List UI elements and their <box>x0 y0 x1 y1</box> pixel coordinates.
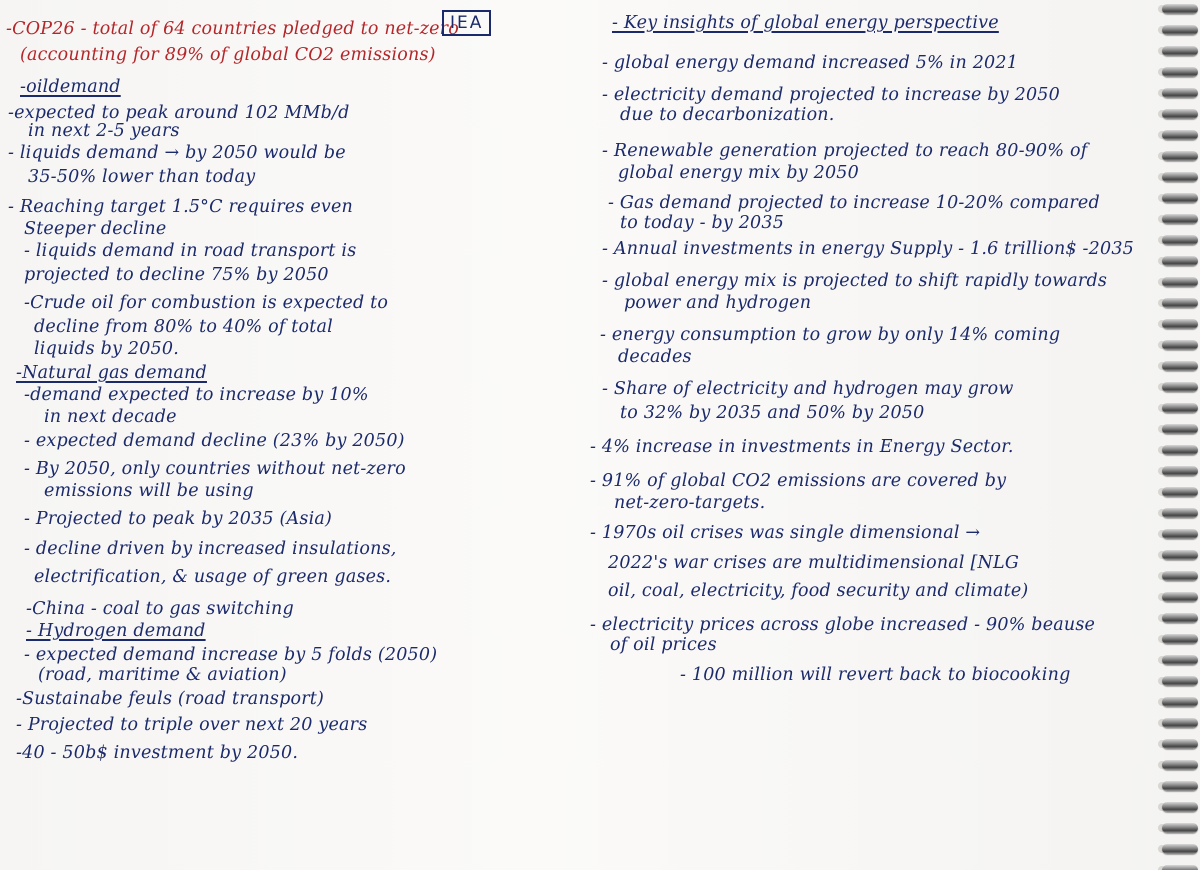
cop26-line-2: (accounting for 89% of global CO2 emissions) <box>20 45 436 65</box>
spiral-coil <box>1162 529 1198 539</box>
note-line: -Crude oil for combustion is expected to <box>24 293 389 313</box>
note-line: net-zero-targets. <box>614 493 766 513</box>
note-line: -China - coal to gas switching <box>26 599 294 619</box>
note-line: - electricity demand projected to increase by 2050 <box>602 85 1060 105</box>
note-line: - 4% increase in investments in Energy Sector. <box>590 437 1014 457</box>
spiral-coil <box>1162 592 1198 602</box>
note-line: -40 - 50b$ investment by 2050. <box>16 743 299 763</box>
spiral-binding <box>1155 0 1200 870</box>
spiral-coil <box>1162 298 1198 308</box>
spiral-coil <box>1162 718 1198 728</box>
note-line: - Reaching target 1.5°C requires even <box>8 197 353 217</box>
note-line: - electricity prices across globe increased - 90% beause <box>590 615 1096 635</box>
right-column <box>590 0 1155 870</box>
note-line: -expected to peak around 102 MMb/d <box>8 103 350 123</box>
note-line: due to decarbonization. <box>620 105 835 125</box>
note-line: - Annual investments in energy Supply - 1.6 trillion$ -2035 <box>602 239 1134 259</box>
spiral-coil <box>1162 319 1198 329</box>
note-line: emissions will be using <box>44 481 254 501</box>
spiral-coil <box>1162 340 1198 350</box>
note-line: power and hydrogen <box>624 293 812 313</box>
spiral-coil <box>1162 382 1198 392</box>
note-line: 2022's war crises are multidimensional [NLG <box>608 553 1020 573</box>
spiral-coil <box>1162 151 1198 161</box>
natural-gas-heading: -Natural gas demand <box>16 363 207 383</box>
spiral-coil <box>1162 634 1198 644</box>
note-line: - By 2050, only countries without net-zero <box>24 459 406 479</box>
spiral-coil <box>1162 109 1198 119</box>
note-line: in next 2-5 years <box>28 121 180 141</box>
spiral-coil <box>1162 844 1198 854</box>
note-line: global energy mix by 2050 <box>618 163 859 183</box>
spiral-coil <box>1162 361 1198 371</box>
iea-label: IEA <box>442 10 491 36</box>
note-line: in next decade <box>44 407 177 427</box>
note-line: - global energy mix is projected to shift rapidly towards <box>602 271 1108 291</box>
note-line: - 1970s oil crises was single dimensional → <box>590 523 981 543</box>
spiral-coil <box>1162 823 1198 833</box>
hydrogen-heading: - Hydrogen demand <box>26 621 206 641</box>
note-line: - liquids demand → by 2050 would be <box>8 143 346 163</box>
note-line: electrification, & usage of green gases. <box>34 567 392 587</box>
spiral-coil <box>1162 67 1198 77</box>
note-line: to today - by 2035 <box>620 213 785 233</box>
note-line: oil, coal, electricity, food security and climate) <box>608 581 1029 601</box>
spiral-coil <box>1162 130 1198 140</box>
spiral-coil <box>1162 487 1198 497</box>
spiral-coil <box>1162 739 1198 749</box>
note-line: - expected demand increase by 5 folds (2050) <box>24 645 438 665</box>
note-line: - decline driven by increased insulations, <box>24 539 397 559</box>
note-line: to 32% by 2035 and 50% by 2050 <box>620 403 925 423</box>
key-insights-heading: - Key insights of global energy perspective <box>612 13 999 33</box>
spiral-coil <box>1162 256 1198 266</box>
sustainable-fuels-heading: -Sustainabe feuls (road transport) <box>16 689 325 709</box>
spiral-coil <box>1162 88 1198 98</box>
note-line: - Share of electricity and hydrogen may grow <box>602 379 1014 399</box>
spiral-coil <box>1162 676 1198 686</box>
note-line: projected to decline 75% by 2050 <box>24 265 329 285</box>
note-line: - liquids demand in road transport is <box>24 241 357 261</box>
note-line: -demand expected to increase by 10% <box>24 385 369 405</box>
note-line: - Projected to triple over next 20 years <box>16 715 368 735</box>
spiral-coil <box>1162 172 1198 182</box>
spiral-coil <box>1162 613 1198 623</box>
spiral-coil <box>1162 760 1198 770</box>
spiral-coil <box>1162 781 1198 791</box>
spiral-coil <box>1162 655 1198 665</box>
left-column <box>0 0 590 870</box>
spiral-coil <box>1162 424 1198 434</box>
spiral-coil <box>1162 466 1198 476</box>
note-line: - Renewable generation projected to reach 80-90% of <box>602 141 1088 161</box>
note-line: - energy consumption to grow by only 14% coming <box>600 325 1061 345</box>
note-line: - 100 million will revert back to biocooking <box>680 665 1071 685</box>
spiral-coil <box>1162 235 1198 245</box>
note-line: (road, maritime & aviation) <box>38 665 287 685</box>
note-line: 35-50% lower than today <box>28 167 256 187</box>
spiral-coil <box>1162 46 1198 56</box>
spiral-coil <box>1162 25 1198 35</box>
spiral-coil <box>1162 508 1198 518</box>
spiral-coil <box>1162 865 1198 870</box>
note-line: - 91% of global CO2 emissions are covered by <box>590 471 1007 491</box>
spiral-coil <box>1162 571 1198 581</box>
spiral-coil <box>1162 550 1198 560</box>
note-line: decline from 80% to 40% of total <box>34 317 333 337</box>
note-line: decades <box>618 347 692 367</box>
note-line: Steeper decline <box>24 219 167 239</box>
spiral-coil <box>1162 277 1198 287</box>
note-line: - expected demand decline (23% by 2050) <box>24 431 405 451</box>
spiral-coil <box>1162 697 1198 707</box>
spiral-coil <box>1162 445 1198 455</box>
oil-demand-heading: -oildemand <box>20 77 121 97</box>
spiral-coil <box>1162 403 1198 413</box>
cop26-line-1: -COP26 - total of 64 countries pledged to net-zero <box>6 19 459 39</box>
note-line: liquids by 2050. <box>34 339 179 359</box>
note-line: - Gas demand projected to increase 10-20% compared <box>608 193 1100 213</box>
note-line: - Projected to peak by 2035 (Asia) <box>24 509 333 529</box>
spiral-coil <box>1162 214 1198 224</box>
spiral-coil <box>1162 193 1198 203</box>
spiral-coil <box>1162 4 1198 14</box>
note-line: - global energy demand increased 5% in 2021 <box>602 53 1019 73</box>
note-line: of oil prices <box>610 635 717 655</box>
spiral-coil <box>1162 802 1198 812</box>
